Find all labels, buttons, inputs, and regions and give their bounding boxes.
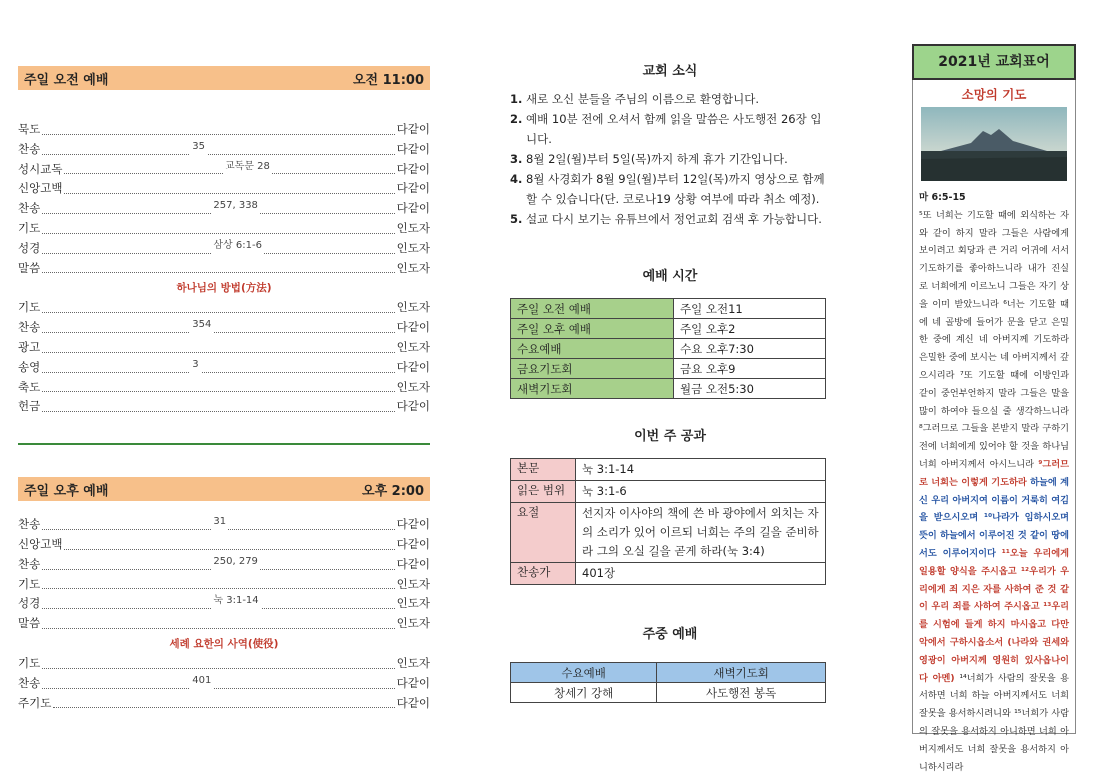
order-item-leader: 다같이: [396, 141, 430, 156]
order-item-leader: 다같이: [396, 201, 430, 216]
order-row: [18, 515, 430, 535]
news-item-text: 설교 다시 보기는 유튜브에서 정언교회 검색 후 가능합니다.: [526, 212, 822, 226]
order-item-name: 기도: [18, 220, 41, 235]
order-row: [18, 378, 430, 398]
order-item-name: 주기도: [18, 695, 52, 710]
lesson-row-label: 읽은 범위: [511, 481, 576, 503]
info-column: [510, 60, 830, 703]
news-item-text: 예배 10분 전에 오셔서 함께 읽을 말씀은 사도행전 26장 입니다.: [526, 112, 822, 146]
order-item-name: 찬송: [18, 556, 41, 571]
order-item-leader: 다같이: [396, 517, 430, 532]
news-item-text: 8월 2일(월)부터 5일(목)까지 하계 휴가 기간입니다.: [526, 152, 788, 166]
order-row: [18, 694, 430, 714]
leader-dots: [42, 239, 394, 254]
lesson-row-label: 요절: [511, 503, 576, 563]
am-order-list: [18, 120, 430, 278]
motto-panel: [912, 44, 1076, 773]
lesson-row-label: 찬송가: [511, 563, 576, 585]
news-item-number: 3.: [510, 152, 523, 166]
order-item-name: 성시교독: [18, 161, 63, 176]
order-item-leader: 인도자: [396, 220, 430, 235]
schedule-row: [511, 299, 826, 319]
am-service-header: [18, 66, 430, 90]
order-item-name: 축도: [18, 379, 41, 394]
order-row: [18, 358, 430, 378]
motto-verse-part5: ¹⁴너희가 사람의 잘못을 용서하면 너희 하늘 아버지께서도 너희 잘못을 용서하시려니와 ¹⁵너희가 사람의 잘못을 용서하지 아니하면 너희 아버지께서도 너희 잘못을 용서하지 아니하시리라: [919, 672, 1069, 773]
leader-dots: [42, 516, 394, 530]
order-item-leader: 다같이: [396, 181, 430, 196]
news-item-text: 새로 오신 분들을 주님의 이름으로 환영합니다.: [526, 92, 760, 106]
order-item-name: 성경: [18, 240, 41, 255]
news-item: [510, 109, 830, 149]
weekday-header-dawn: 새벽기도회: [657, 663, 826, 683]
order-item-detail: 교독문 28: [223, 157, 272, 177]
leader-dots: [42, 595, 394, 609]
motto-title: 2021년 교회표어: [912, 44, 1076, 80]
leader-dots: [42, 674, 394, 689]
motto-verse-part4: ¹¹오늘 우리에게 일용할 양식을 주시옵고 ¹²우리가 우리에게 죄 지은 자를 사하여 준 것 같이 우리 죄를 사하여 주시옵고 ¹³우리를 시험에 들게 하지 마시옵고 다만 악에서 구하시옵소서 (나라와 권세와 영광이 아버지께 영원히 있사옵나이다 아멘): [919, 547, 1069, 684]
order-item-detail: 35: [190, 137, 207, 157]
order-row: [18, 120, 430, 140]
news-item: [510, 89, 830, 109]
order-row: [18, 298, 430, 318]
leader-dots: [64, 548, 394, 550]
schedule-row-value: 월금 오전5:30: [674, 379, 826, 399]
order-item-name: 헌금: [18, 399, 41, 414]
news-item-text: 8월 사경회가 8월 9일(월)부터 12일(목)까지 영상으로 함께 할 수 있습니다(단. 코로나19 상황 여부에 따라 취소 예정).: [526, 172, 825, 206]
leader-dots: [64, 160, 394, 174]
order-row: [18, 199, 430, 219]
lesson-row: [511, 503, 826, 563]
order-row: [18, 555, 430, 575]
order-item-detail: 눅 3:1-14: [211, 591, 260, 611]
leader-dots: [42, 358, 394, 373]
order-item-leader: 인도자: [396, 576, 430, 591]
leader-dots: [42, 410, 394, 412]
order-row: [18, 338, 430, 358]
leader-dots: [42, 351, 394, 353]
order-row: [18, 318, 430, 338]
order-item-name: 성경: [18, 596, 41, 611]
order-item-name: 묵도: [18, 122, 41, 136]
schedule-row-value: 주일 오전11: [674, 299, 826, 319]
leader-dots: [42, 311, 394, 313]
leader-dots: [64, 192, 394, 194]
motto-subtitle: 소망의 기도: [961, 87, 1027, 102]
lesson-table: [510, 458, 826, 585]
schedule-row: [511, 379, 826, 399]
schedule-row-value: 주일 오후2: [674, 319, 826, 339]
order-item-leader: 인도자: [396, 616, 430, 631]
order-item-detail: 401: [190, 671, 213, 691]
weekday-value-wed: 창세기 강해: [511, 683, 657, 703]
motto-verse: [913, 185, 1075, 776]
pm-service-title: 주일 오후 예배: [24, 483, 109, 499]
schedule-row-value: 금요 오후9: [674, 359, 826, 379]
news-title: 교회 소식: [642, 64, 698, 79]
order-item-name: 찬송: [18, 517, 41, 532]
order-item-name: 찬송: [18, 675, 41, 690]
leader-dots: [42, 627, 394, 629]
order-item-name: 송영: [18, 359, 41, 374]
order-row: [18, 614, 430, 634]
news-item-number: 5.: [510, 212, 523, 226]
schedule-row-label: 새벽기도회: [511, 379, 674, 399]
order-item-leader: 다같이: [396, 399, 430, 414]
motto-verse-part2: ⁹그러므로 너희는 이렇게 기도하라: [919, 458, 1069, 488]
schedule-row: [511, 359, 826, 379]
lesson-row: [511, 459, 826, 481]
pm-order-list-2: [18, 654, 430, 713]
motto-verse-ref: 마 6:5-15: [919, 192, 966, 203]
pm-service-time: 오후 2:00: [362, 483, 424, 499]
schedule-row-label: 주일 오후 예배: [511, 319, 674, 339]
lesson-row-value: 선지자 이사야의 책에 쓴 바 광야에서 외치는 자의 소리가 있어 이르되 너희는 주의 길을 준비하라 그의 오실 길을 곧게 하라(눅 3:4): [576, 503, 826, 563]
am-order-list-2: [18, 298, 430, 417]
order-item-name: 기도: [18, 300, 41, 315]
order-row: [18, 594, 430, 614]
order-row: [18, 674, 430, 694]
order-row: [18, 654, 430, 674]
order-item-name: 신앙고백: [18, 181, 63, 196]
news-list: [510, 89, 830, 229]
leader-dots: [42, 200, 394, 214]
order-item-leader: 다같이: [396, 122, 430, 136]
order-row: [18, 239, 430, 259]
pm-service-header: [18, 477, 430, 501]
leader-dots: [42, 555, 394, 570]
order-item-detail: 3: [190, 355, 200, 375]
lesson-row-value: 401장: [576, 563, 826, 585]
leader-dots: [42, 587, 394, 589]
order-item-name: 말씀: [18, 616, 41, 631]
news-item: [510, 169, 830, 209]
order-item-name: 광고: [18, 339, 41, 354]
order-row: [18, 160, 430, 180]
order-item-detail: 31: [211, 512, 228, 532]
order-item-name: 찬송: [18, 320, 41, 335]
leader-dots: [42, 319, 394, 333]
order-item-leader: 다같이: [396, 359, 430, 374]
motto-verse-part1: ⁵또 너희는 기도할 때에 외식하는 자와 같이 하지 말라 그들은 사람에게 보이려고 회당과 큰 거리 어귀에 서서 기도하기를 좋아하느니라 내가 진실로 너희에게 이르노니 그들은 자기 상을 이미 받았느니라 ⁶너는 기도할 때에 네 골방에 들어가 문을 닫고 은밀한 중에 계신 네 아버지께 기도하라 은밀한 중에 보시는 네 아버지께서 갚으시리라 ⁷또 기도할 때에 이방인과 같이 중언부언하지 말라 그들은 말을 많이 하여야 들으실 줄 생각하느니라 ⁸그러므로 그들을 본받지 말라 구하기 전에 너희에게 있어야 할 것을 하나님 너희 아버지께서 아시느니라: [919, 209, 1069, 470]
schedule-title: 예배 시간: [642, 269, 698, 284]
order-item-detail: 257, 338: [211, 196, 260, 216]
order-item-name: 찬송: [18, 141, 41, 156]
am-service-title: 주일 오전 예배: [24, 72, 109, 88]
order-item-leader: 다같이: [396, 695, 430, 710]
lesson-title: 이번 주 공과: [634, 429, 706, 444]
schedule-row-value: 수요 오후7:30: [674, 339, 826, 359]
news-item-number: 1.: [510, 92, 523, 106]
schedule-row: [511, 319, 826, 339]
leader-dots: [53, 706, 394, 708]
weekday-header-wed: 수요예배: [511, 663, 657, 683]
order-item-leader: 인도자: [396, 240, 430, 255]
lesson-row: [511, 563, 826, 585]
schedule-row: [511, 339, 826, 359]
am-sermon-title: 하나님의 방법(方法): [176, 282, 272, 295]
order-item-leader: 다같이: [396, 320, 430, 335]
schedule-row-label: 주일 오전 예배: [511, 299, 674, 319]
order-item-detail: 354: [190, 315, 213, 335]
pm-order-list: [18, 515, 430, 634]
weekday-title: 주중 예배: [642, 627, 698, 642]
news-item-number: 2.: [510, 112, 523, 126]
section-divider: [18, 443, 430, 445]
motto-verse-part3: 하늘에 계신 우리 아버지여 이름이 거룩히 여김을 받으시오며 ¹⁰나라가 임하시오며 뜻이 하늘에서 이루어진 것 같이 땅에서도 이루어지이다: [919, 476, 1069, 559]
order-item-leader: 인도자: [396, 300, 430, 315]
order-item-detail: 삼상 6:1-6: [211, 236, 264, 256]
worship-order-column: [18, 66, 430, 713]
schedule-row-label: 금요기도회: [511, 359, 674, 379]
mountain-image: [921, 107, 1067, 181]
schedule-row-label: 수요예배: [511, 339, 674, 359]
order-item-leader: 다같이: [396, 161, 430, 176]
lesson-row-value: 눅 3:1-14: [576, 459, 826, 481]
order-item-name: 기도: [18, 655, 41, 670]
order-item-leader: 다같이: [396, 536, 430, 551]
leader-dots: [42, 667, 394, 669]
order-item-leader: 다같이: [396, 556, 430, 571]
leader-dots: [42, 390, 394, 392]
leader-dots: [42, 232, 394, 234]
order-item-detail: 250, 279: [211, 552, 260, 572]
news-item: [510, 209, 830, 229]
am-service-time: 오전 11:00: [352, 72, 424, 88]
lesson-row-label: 본문: [511, 459, 576, 481]
order-item-leader: 인도자: [396, 260, 430, 275]
leader-dots: [42, 140, 394, 155]
leader-dots: [42, 271, 394, 273]
order-item-name: 말씀: [18, 260, 41, 275]
news-item-number: 4.: [510, 172, 523, 186]
order-row: [18, 259, 430, 279]
weekday-table: [510, 662, 826, 703]
lesson-row: [511, 481, 826, 503]
order-item-name: 기도: [18, 576, 41, 591]
order-item-leader: 인도자: [396, 596, 430, 611]
order-item-leader: 인도자: [396, 379, 430, 394]
order-item-name: 찬송: [18, 201, 41, 216]
news-item: [510, 149, 830, 169]
schedule-table: [510, 298, 826, 399]
leader-dots: [42, 133, 394, 135]
order-item-leader: 인도자: [396, 339, 430, 354]
order-item-name: 신앙고백: [18, 536, 63, 551]
order-row: [18, 397, 430, 417]
lesson-row-value: 눅 3:1-6: [576, 481, 826, 503]
order-item-leader: 다같이: [396, 675, 430, 690]
weekday-value-dawn: 사도행전 봉독: [657, 683, 826, 703]
order-item-leader: 인도자: [396, 655, 430, 670]
pm-sermon-title: 세례 요한의 사역(使役): [169, 637, 279, 650]
